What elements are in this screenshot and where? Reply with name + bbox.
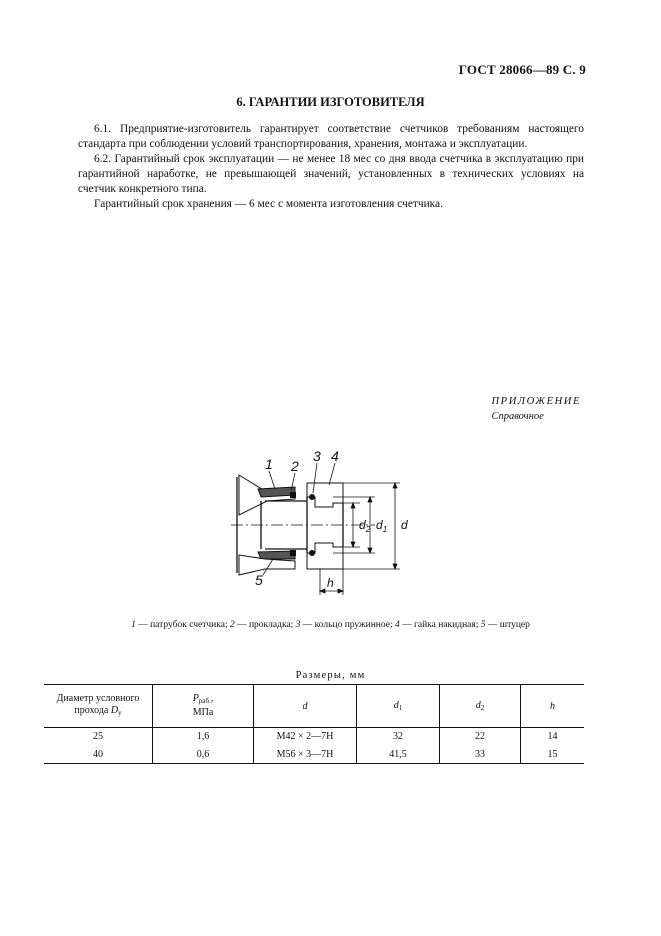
cell-h: 15 — [521, 746, 585, 764]
header-dn-symbol: D — [110, 705, 119, 716]
table-row — [44, 728, 584, 746]
header-dn-sub: у — [118, 709, 122, 717]
table-title: Размеры, мм — [295, 670, 366, 681]
caption-text-2: — прокладка; — [234, 620, 296, 630]
caption-text-5: — штуцер — [485, 620, 530, 630]
fitting-drawing — [225, 445, 425, 605]
header-dn-line1: Диаметр условного — [56, 693, 140, 704]
cell-pressure: 0,6 — [153, 746, 254, 764]
cell-h: 14 — [521, 728, 585, 746]
header-p-sub: раб. — [198, 697, 211, 705]
caption-num-1: 1 — [131, 620, 136, 630]
appendix-title: ПРИЛОЖЕНИЕ — [491, 396, 581, 407]
header-working-pressure — [153, 685, 254, 728]
table-row — [44, 746, 584, 764]
header-d2: $d_2$ — [440, 685, 521, 728]
dim-d2: $d_2$ — [359, 518, 371, 534]
caption-num-3: 3 — [295, 620, 301, 630]
header-d: d — [254, 685, 357, 728]
dim-h: h — [327, 576, 334, 590]
figure-caption — [0, 620, 661, 630]
caption-num-5: 5 — [480, 620, 486, 630]
callout-2: 2 — [291, 458, 299, 474]
header-d1: $d_1$ — [357, 685, 440, 728]
cell-d2: 33 — [440, 746, 521, 764]
callout-3: 3 — [313, 448, 321, 464]
paragraph-storage: Гарантийный срок хранения — 6 мес с момента изготовления счетчика. — [94, 198, 443, 210]
callout-4: 4 — [331, 448, 339, 464]
header-p-unit: МПа — [192, 707, 214, 718]
caption-text-3: — кольцо пружинное; — [300, 620, 395, 630]
cell-pressure: 1,6 — [153, 728, 254, 746]
appendix-label — [492, 394, 582, 424]
caption-num-4: 4 — [394, 620, 400, 630]
dimensions-table — [44, 684, 584, 764]
header-p-symbol: P — [192, 693, 199, 704]
table-header-row — [44, 685, 584, 728]
dim-d1: $d_1$ — [376, 518, 388, 534]
cell-dn: 40 — [44, 746, 153, 764]
header-nominal-diameter — [44, 685, 153, 728]
dim-d: d — [401, 518, 408, 532]
header-dn-line2: прохода — [74, 705, 111, 716]
cell-d2: 22 — [440, 728, 521, 746]
cell-thread-d: М56 × 3—7Н — [254, 746, 357, 764]
section-title: 6. ГАРАНТИИ ИЗГОТОВИТЕЛЯ — [236, 95, 425, 109]
caption-text-1: — патрубок счетчика; — [135, 620, 230, 630]
paragraph-6-1: 6.1. Предприятие-изготовитель гарантирует соответствие счетчиков требованиям настоящего стандарта при соблюдении условий транспортирования, хранения, монтажа и эксплуатации. — [78, 123, 584, 150]
document-header: ГОСТ 28066—89 С. 9 — [458, 62, 586, 77]
callout-1: 1 — [265, 456, 273, 472]
cell-dn: 25 — [93, 731, 103, 743]
header-h: h — [521, 685, 585, 728]
caption-num-2: 2 — [229, 620, 235, 630]
section-body — [78, 122, 584, 212]
header-p-comma: , — [210, 693, 214, 704]
caption-text-4: — гайка накидная; — [399, 620, 481, 630]
paragraph-6-2: 6.2. Гарантийный срок эксплуатации — не менее 18 мес со дня ввода счетчика в эксплуатацию при гарантийной наработке, не превышающей значений, установленных в технических условиях на счетчик конкретного типа. — [78, 153, 584, 195]
callout-5: 5 — [255, 572, 263, 588]
cell-d1: 32 — [357, 728, 440, 746]
cell-thread-d: М42 × 2—7Н — [254, 728, 357, 746]
cell-d1: 41,5 — [357, 746, 440, 764]
appendix-kind: Справочное — [491, 411, 544, 422]
